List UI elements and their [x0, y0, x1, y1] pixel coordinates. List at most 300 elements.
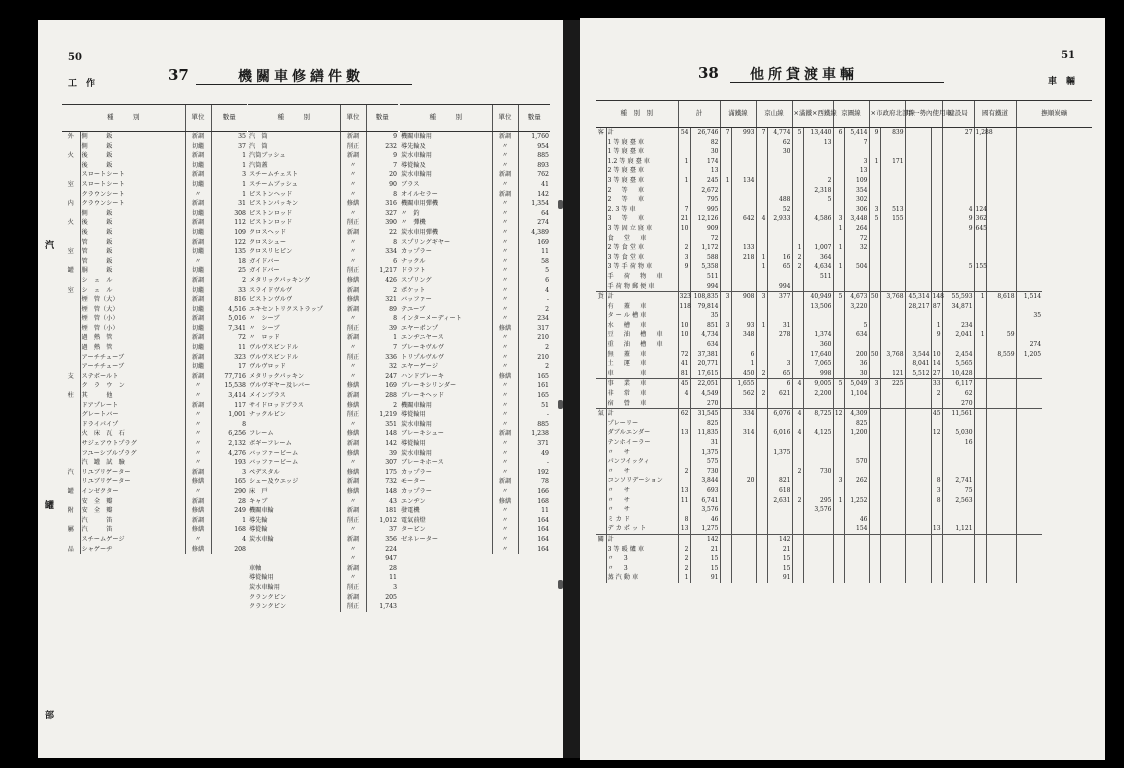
row-value: [1016, 448, 1042, 458]
row-value: [942, 515, 974, 525]
row-value: [942, 234, 974, 244]
row-value: [720, 467, 731, 477]
row-count: 18: [211, 257, 247, 267]
table-row: [62, 535, 247, 545]
table-row: [400, 343, 550, 353]
row-value: [880, 476, 905, 486]
row-count: 6: [366, 257, 398, 267]
row-value: [678, 234, 690, 244]
row-value: 3: [833, 476, 844, 486]
row-value: [756, 350, 767, 360]
row-unit: 新調: [185, 238, 211, 248]
row-unit: 新調: [185, 401, 211, 411]
row-value: [931, 234, 942, 244]
row-value: [803, 564, 833, 574]
row-value: 26,746: [690, 128, 720, 138]
row-value: [731, 554, 756, 564]
table-row: [400, 362, 550, 372]
row-kind: [248, 420, 340, 430]
row-unit: 〃: [340, 247, 366, 257]
row-kind: 導先輪及: [401, 142, 426, 150]
row-count: 334: [366, 247, 398, 257]
row-kind: 炭水車輪用: [401, 420, 432, 428]
row-value: [880, 515, 905, 525]
table-row: [248, 468, 398, 478]
row-value: [792, 195, 803, 205]
row-value: 2,563: [942, 496, 974, 506]
row-value: [869, 564, 880, 574]
row-value: [756, 282, 767, 292]
table-row: [248, 295, 398, 305]
row-value: [720, 330, 731, 340]
row-value: [1016, 272, 1042, 282]
table-row: [596, 157, 1092, 167]
row-count: 1,354: [518, 199, 550, 209]
side-header-right: 車 輛: [1047, 77, 1075, 87]
table-row: [248, 324, 398, 334]
row-value: [880, 272, 905, 282]
row-value: [731, 157, 756, 167]
table-row: [248, 314, 398, 324]
row-kind: 食 堂 車: [606, 234, 678, 244]
row-kind: ゼネレーター: [401, 535, 439, 543]
row-value: 234: [942, 321, 974, 331]
row-group: [596, 176, 606, 186]
row-group: 支: [67, 372, 74, 380]
row-value: [905, 505, 931, 515]
row-value: [720, 205, 731, 215]
row-value: 1,007: [803, 243, 833, 253]
row-value: [986, 340, 1016, 350]
row-count: 1,238: [518, 429, 550, 439]
row-kind: 後 鈑: [80, 161, 185, 171]
row-value: [931, 176, 942, 186]
row-value: 36: [844, 359, 869, 369]
row-value: [880, 534, 905, 544]
row-value: [756, 505, 767, 515]
row-value: 4,125: [803, 428, 833, 438]
row-value: [986, 399, 1016, 409]
row-count: 9: [366, 132, 398, 142]
row-value: 124: [975, 205, 987, 213]
row-value: [756, 428, 767, 438]
row-kind: サイドロッドブラス: [249, 401, 304, 409]
row-unit: 切繼: [185, 324, 211, 334]
row-kind: 水 槽 車: [606, 321, 678, 331]
row-group: [596, 243, 606, 253]
row-value: [833, 330, 844, 340]
row-count: 6,256: [211, 429, 247, 439]
table-row: [596, 496, 1092, 506]
row-value: 108,835: [690, 292, 720, 302]
row-count: 288: [366, 391, 398, 401]
row-value: 1: [833, 262, 844, 272]
row-value: [844, 467, 869, 477]
row-value: [931, 205, 942, 215]
row-value: [974, 486, 986, 496]
row-unit: 〃: [492, 218, 518, 228]
row-count: 8: [366, 238, 398, 248]
row-kind: [248, 545, 340, 555]
header-col-7: 甲一勢內使用車: [905, 101, 942, 128]
row-kind: 炭水車輪用: [401, 449, 432, 457]
row-value: 3,544: [905, 350, 931, 360]
row-value: [974, 573, 986, 583]
row-value: 6,741: [690, 496, 720, 506]
row-value: [931, 243, 942, 253]
row-value: [1016, 534, 1042, 544]
row-value: [905, 166, 931, 176]
table-row: [400, 391, 550, 401]
row-value: [986, 505, 1016, 515]
row-value: [905, 476, 931, 486]
row-value: 642: [731, 214, 756, 224]
row-value: 7: [756, 128, 767, 138]
row-value: [731, 205, 756, 215]
row-value: [767, 467, 792, 477]
table-row: [248, 190, 398, 200]
row-value: [942, 147, 974, 157]
row-value: 634: [690, 340, 720, 350]
table-row: [248, 535, 398, 545]
row-value: [844, 399, 869, 409]
row-unit: 新調: [340, 535, 366, 545]
row-group: [62, 276, 80, 286]
row-group: [62, 410, 80, 420]
row-value: [974, 282, 986, 292]
row-kind: メインブラス: [249, 392, 286, 400]
table-row: [62, 324, 247, 334]
row-value: 14: [932, 360, 941, 368]
section-number-38: 38: [698, 64, 719, 82]
row-value: 570: [844, 457, 869, 467]
row-kind: 手 荷 物 郵 便 車: [606, 282, 678, 292]
row-count: 274: [518, 218, 550, 228]
row-value: [792, 234, 803, 244]
row-value: [844, 573, 869, 583]
row-value: 6: [767, 379, 792, 389]
table-row: [62, 372, 247, 382]
table-row: [62, 487, 247, 497]
row-unit: 新調: [340, 228, 366, 238]
table-row: [400, 535, 550, 545]
row-unit: 〃: [492, 401, 518, 411]
row-value: [942, 253, 974, 263]
row-unit: 〃: [185, 429, 211, 439]
row-unit: 〃: [185, 535, 211, 545]
row-kind: エンヂン: [401, 497, 426, 505]
row-value: [678, 272, 690, 282]
row-value: 2: [678, 554, 690, 564]
page-number-right: 51: [1061, 50, 1075, 61]
row-value: [931, 515, 942, 525]
row-value: 4: [942, 205, 974, 215]
table-row: [62, 190, 247, 200]
row-value: [756, 272, 767, 282]
row-value: [833, 524, 844, 534]
row-value: 16: [767, 253, 792, 263]
row-value: [767, 399, 792, 409]
row-value: [833, 350, 844, 360]
row-count: 1: [211, 190, 247, 200]
row-count: 371: [518, 439, 550, 449]
row-value: [833, 467, 844, 477]
row-value: [756, 311, 767, 321]
row-value: [986, 476, 1016, 486]
row-value: [905, 147, 931, 157]
row-value: [767, 176, 792, 186]
row-value: 5: [844, 321, 869, 331]
row-value: 270: [690, 399, 720, 409]
row-value: [905, 486, 931, 496]
row-value: 5: [792, 128, 803, 138]
row-value: 45: [932, 410, 941, 418]
row-value: [905, 534, 931, 544]
row-kind: ダブルエンダー: [606, 428, 678, 438]
row-value: [986, 467, 1016, 477]
row-value: [1016, 359, 1042, 369]
row-value: [880, 186, 905, 196]
row-value: [720, 195, 731, 205]
row-value: [720, 311, 731, 321]
row-value: [905, 545, 931, 555]
row-value: [731, 224, 756, 234]
row-value: [803, 573, 833, 583]
row-count: 1: [211, 516, 247, 526]
row-value: [767, 438, 792, 448]
table-row: [400, 180, 550, 190]
row-value: 2: [792, 496, 803, 506]
row-value: [931, 573, 942, 583]
row-value: [792, 272, 803, 282]
row-value: [974, 389, 986, 399]
row-count: -: [518, 458, 550, 468]
row-value: [678, 340, 690, 350]
row-value: 148: [932, 293, 944, 301]
row-group: [596, 554, 606, 564]
row-value: [756, 438, 767, 448]
row-value: [1016, 496, 1042, 506]
table-row: [400, 353, 550, 363]
table-row: [248, 170, 398, 180]
row-kind: 重 油 槽 車: [606, 340, 678, 350]
row-value: [869, 359, 880, 369]
row-value: [869, 311, 880, 321]
row-value: 8: [931, 476, 942, 486]
row-group: [596, 379, 606, 389]
row-kind: ペデスタル: [249, 468, 280, 476]
row-value: [869, 476, 880, 486]
table-row: [596, 214, 1092, 224]
row-value: [974, 186, 986, 196]
row-count: 193: [211, 458, 247, 468]
row-kind: スチームブッシュ: [249, 180, 298, 188]
table-row: [248, 199, 398, 209]
row-value: [905, 409, 931, 419]
row-value: [1016, 369, 1042, 379]
row-count: 5: [518, 266, 550, 276]
row-value: [792, 214, 803, 224]
row-value: 30: [690, 147, 720, 157]
row-kind: ガイドバー: [249, 267, 280, 275]
row-group: [62, 333, 80, 343]
row-value: [833, 157, 844, 167]
row-group: [596, 321, 606, 331]
row-value: [869, 321, 880, 331]
row-value: 21: [678, 214, 690, 224]
row-value: [678, 195, 690, 205]
table-row: [248, 218, 398, 228]
row-value: [880, 302, 905, 312]
row-value: 2: [756, 389, 767, 399]
row-count: 11: [518, 247, 550, 257]
table-row: [400, 468, 550, 478]
row-value: 21: [690, 545, 720, 555]
row-kind: シャゲーヂ: [80, 545, 185, 555]
row-count: 28: [211, 497, 247, 507]
table-row: [62, 247, 247, 257]
row-unit: 〃: [492, 247, 518, 257]
row-kind: 側 鈑: [80, 209, 185, 219]
row-kind: 安 全 瓣: [80, 506, 185, 516]
row-group: [596, 350, 606, 360]
row-kind: スライドヴルヴ: [249, 286, 292, 294]
row-count: 2,132: [211, 439, 247, 449]
row-value: [731, 524, 756, 534]
row-count: 234: [518, 314, 550, 324]
row-group: [596, 467, 606, 477]
row-value: 17,615: [690, 369, 720, 379]
row-value: 511: [690, 272, 720, 282]
row-unit: 〃: [492, 381, 518, 391]
row-value: [880, 224, 905, 234]
row-value: 1: [756, 321, 767, 331]
row-count: 165: [518, 372, 550, 382]
table-row: [62, 391, 247, 401]
row-count: 210: [518, 353, 550, 363]
row-value: [844, 253, 869, 263]
row-value: 62: [767, 138, 792, 148]
row-count: 161: [518, 381, 550, 391]
row-value: [720, 457, 731, 467]
row-value: 121: [880, 369, 905, 379]
row-value: [731, 448, 756, 458]
row-group: [596, 505, 606, 515]
row-kind: バッファービーム: [249, 449, 299, 457]
row-value: [833, 573, 844, 583]
row-value: [803, 205, 833, 215]
row-value: 3: [869, 205, 880, 215]
row-kind: キャブ: [249, 497, 268, 505]
row-value: [974, 554, 986, 564]
table-row: [400, 257, 550, 267]
left-page: [38, 20, 563, 758]
table-row: [248, 516, 398, 526]
row-value: [1016, 545, 1042, 555]
row-value: [905, 428, 931, 438]
row-group: 室: [67, 286, 74, 294]
row-value: 1,252: [844, 496, 869, 506]
table-row: [248, 564, 398, 574]
row-value: [720, 399, 731, 409]
row-unit: 新調: [340, 564, 366, 574]
row-value: 1: [731, 359, 756, 369]
row-unit: 〃: [492, 266, 518, 276]
row-kind: 〃 3: [606, 554, 678, 564]
row-count: 7: [366, 343, 398, 353]
row-value: [869, 457, 880, 467]
row-count: -: [518, 410, 550, 420]
row-value: [792, 419, 803, 429]
table-row: [248, 583, 398, 593]
row-kind: 〃 ロッド: [249, 334, 280, 342]
row-count: 232: [366, 142, 398, 152]
row-value: [803, 534, 833, 544]
row-unit: 〃: [492, 228, 518, 238]
page-number-left: 50: [68, 52, 82, 63]
row-unit: 修繕: [340, 401, 366, 411]
row-kind: 1 等 寢 臺 車: [606, 138, 678, 148]
row-unit: 〃: [492, 314, 518, 324]
row-group: [596, 302, 606, 312]
row-kind: パンフイックィ: [606, 457, 678, 467]
row-value: [869, 573, 880, 583]
row-unit: 〃: [340, 545, 366, 555]
row-kind: 汽 筒: [249, 142, 268, 150]
row-value: [986, 369, 1016, 379]
row-value: [942, 505, 974, 515]
row-value: 1: [792, 243, 803, 253]
row-count: 41: [518, 180, 550, 190]
row-value: [869, 176, 880, 186]
row-count: 7: [366, 161, 398, 171]
row-group: [62, 420, 80, 430]
row-value: [905, 321, 931, 331]
row-value: 9: [942, 214, 974, 224]
row-count: 39: [366, 324, 398, 334]
row-kind: 後 鈑: [80, 228, 185, 238]
row-kind: フレーム: [249, 430, 274, 438]
row-value: 364: [803, 253, 833, 263]
row-value: [974, 457, 986, 467]
row-value: [731, 438, 756, 448]
row-value: [986, 534, 1016, 544]
row-value: 13,440: [803, 128, 833, 138]
row-value: [833, 505, 844, 515]
row-value: [905, 272, 931, 282]
row-value: 1,288: [975, 129, 993, 136]
table-row: [248, 545, 398, 555]
table-row: [596, 282, 1092, 292]
row-value: 30: [844, 369, 869, 379]
table-row: [248, 449, 398, 459]
table-row: [400, 247, 550, 257]
row-value: [1016, 428, 1042, 438]
row-value: 50: [870, 350, 879, 358]
row-value: [905, 438, 931, 448]
row-kind: ヴルヴスピンドル: [249, 344, 299, 352]
row-value: 5: [803, 195, 833, 205]
row-value: [678, 505, 690, 515]
row-count: 17: [211, 362, 247, 372]
row-value: 504: [844, 262, 869, 272]
row-unit: 〃: [340, 257, 366, 267]
row-value: [720, 234, 731, 244]
row-kind: リユブリゲーター: [80, 477, 185, 487]
row-value: 377: [767, 292, 792, 302]
row-count: 224: [366, 545, 398, 555]
row-value: [880, 438, 905, 448]
